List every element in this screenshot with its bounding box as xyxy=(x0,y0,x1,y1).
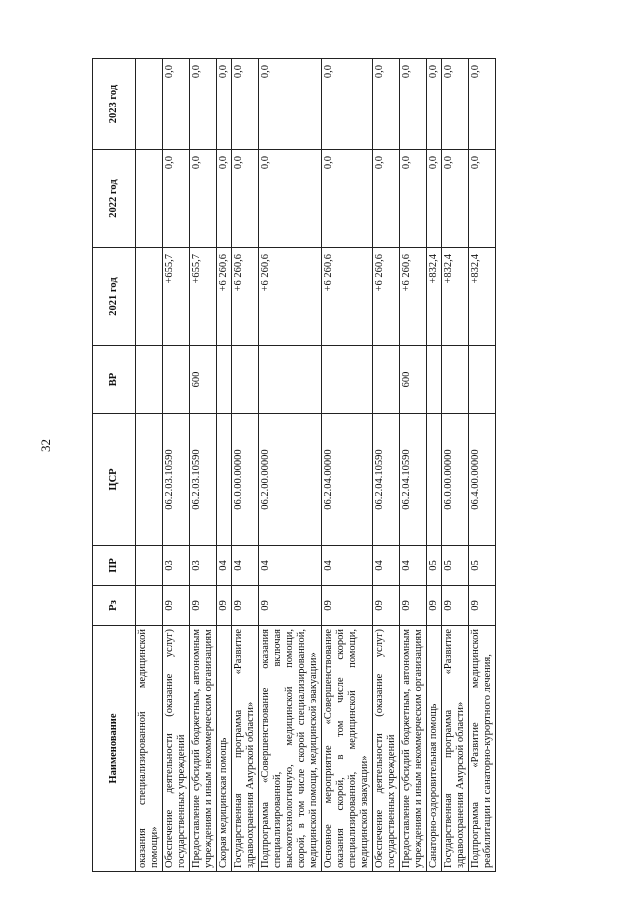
cell-csr xyxy=(217,414,232,546)
cell-2021 xyxy=(136,248,163,346)
table-row xyxy=(190,59,217,872)
page-number: 32 xyxy=(38,439,53,452)
col-header-csr: ЦСР xyxy=(93,414,136,546)
cell-pr: 05 xyxy=(469,546,496,586)
cell-2021: +6 260,6 xyxy=(259,248,322,346)
cell-2023: 0,0 xyxy=(163,59,190,150)
cell-pr: 04 xyxy=(217,546,232,586)
table-row xyxy=(400,59,427,872)
cell-csr: 06.2.03.10590 xyxy=(163,414,190,546)
cell-2022: 0,0 xyxy=(469,150,496,248)
table-row xyxy=(469,59,496,872)
col-header-name: Наименование xyxy=(93,626,136,872)
cell-csr: 06.2.04.00000 xyxy=(322,414,373,546)
cell-2021: +832,4 xyxy=(442,248,469,346)
cell-rz: 09 xyxy=(322,586,373,626)
cell-vr xyxy=(427,346,442,414)
col-header-2022: 2022 год xyxy=(93,150,136,248)
cell-vr xyxy=(232,346,259,414)
cell-name: Государственная программа «Развитие здравоохранения Амурской области» xyxy=(442,626,469,872)
table-row xyxy=(217,59,232,872)
cell-csr xyxy=(427,414,442,546)
rotated-table-container xyxy=(92,59,630,872)
cell-rz: 09 xyxy=(232,586,259,626)
cell-name: Подпрограмма «Развитие медицинской реабилитации и санаторно-курортного лечения, xyxy=(469,626,496,872)
table-row xyxy=(163,59,190,872)
table-row xyxy=(442,59,469,872)
cell-vr xyxy=(136,346,163,414)
cell-pr: 04 xyxy=(400,546,427,586)
cell-2023: 0,0 xyxy=(442,59,469,150)
col-header-pr: ПР xyxy=(93,546,136,586)
cell-2022: 0,0 xyxy=(400,150,427,248)
cell-2022 xyxy=(136,150,163,248)
col-header-2023: 2023 год xyxy=(93,59,136,150)
cell-rz: 09 xyxy=(442,586,469,626)
cell-rz: 09 xyxy=(427,586,442,626)
cell-vr xyxy=(259,346,322,414)
cell-2022: 0,0 xyxy=(427,150,442,248)
cell-rz: 09 xyxy=(373,586,400,626)
cell-rz: 09 xyxy=(469,586,496,626)
table-row xyxy=(373,59,400,872)
cell-2023: 0,0 xyxy=(232,59,259,150)
cell-pr: 03 xyxy=(190,546,217,586)
cell-name: Основное мероприятие «Совершенствование оказания скорой, в том числе скорой специализированной, медицинской помощи, медицинской эвакуации» xyxy=(322,626,373,872)
cell-vr xyxy=(217,346,232,414)
cell-2021: +6 260,6 xyxy=(232,248,259,346)
cell-rz: 09 xyxy=(190,586,217,626)
cell-pr: 04 xyxy=(322,546,373,586)
cell-name: Обеспечение деятельности (оказание услуг) государственных учреждений xyxy=(373,626,400,872)
cell-pr: 03 xyxy=(163,546,190,586)
cell-pr: 05 xyxy=(427,546,442,586)
cell-2023: 0,0 xyxy=(217,59,232,150)
cell-pr: 04 xyxy=(232,546,259,586)
cell-vr: 600 xyxy=(190,346,217,414)
cell-2022: 0,0 xyxy=(259,150,322,248)
cell-pr: 04 xyxy=(373,546,400,586)
cell-csr: 06.4.00.00000 xyxy=(469,414,496,546)
cell-2023: 0,0 xyxy=(427,59,442,150)
cell-rz: 09 xyxy=(163,586,190,626)
col-header-rz: Рз xyxy=(93,586,136,626)
table-header-row xyxy=(93,59,136,872)
table-row xyxy=(427,59,442,872)
cell-vr xyxy=(373,346,400,414)
cell-name: оказания специализированной медицинской помощи» xyxy=(136,626,163,872)
col-header-2021: 2021 год xyxy=(93,248,136,346)
col-header-vr: ВР xyxy=(93,346,136,414)
cell-vr xyxy=(469,346,496,414)
cell-pr: 04 xyxy=(259,546,322,586)
cell-2022: 0,0 xyxy=(373,150,400,248)
cell-2022: 0,0 xyxy=(190,150,217,248)
cell-2023: 0,0 xyxy=(400,59,427,150)
cell-2022: 0,0 xyxy=(232,150,259,248)
cell-name: Обеспечение деятельности (оказание услуг) государственных учреждений xyxy=(163,626,190,872)
cell-vr xyxy=(442,346,469,414)
cell-pr xyxy=(136,546,163,586)
cell-2023: 0,0 xyxy=(322,59,373,150)
cell-csr: 06.2.00.00000 xyxy=(259,414,322,546)
cell-name: Скорая медицинская помощь xyxy=(217,626,232,872)
cell-2023: 0,0 xyxy=(259,59,322,150)
cell-2022: 0,0 xyxy=(442,150,469,248)
cell-csr: 06.0.00.00000 xyxy=(232,414,259,546)
cell-2023: 0,0 xyxy=(469,59,496,150)
cell-name: Предоставление субсидий бюджетным, автономным учреждениям и иным некоммерческим организациям xyxy=(190,626,217,872)
cell-csr: 06.2.03.10590 xyxy=(190,414,217,546)
cell-vr xyxy=(163,346,190,414)
cell-2022: 0,0 xyxy=(322,150,373,248)
cell-2021: +655,7 xyxy=(190,248,217,346)
cell-2021: +832,4 xyxy=(427,248,442,346)
cell-pr: 05 xyxy=(442,546,469,586)
cell-2021: +655,7 xyxy=(163,248,190,346)
cell-rz: 09 xyxy=(259,586,322,626)
cell-2021: +6 260,6 xyxy=(217,248,232,346)
cell-2021: +6 260,6 xyxy=(373,248,400,346)
cell-2023: 0,0 xyxy=(373,59,400,150)
cell-rz xyxy=(136,586,163,626)
table-body xyxy=(136,59,496,872)
cell-rz: 09 xyxy=(217,586,232,626)
cell-name: Санаторно-оздоровительная помощь xyxy=(427,626,442,872)
cell-csr: 06.2.04.10590 xyxy=(373,414,400,546)
table-row xyxy=(322,59,373,872)
cell-csr: 06.2.04.10590 xyxy=(400,414,427,546)
cell-csr xyxy=(136,414,163,546)
cell-name: Подпрограмма «Совершенствование оказания специализированной, включая высокотехнологичную, медицинской помощи, скорой, в том числе скорой специализированной, медицинской помощи, медицинской эвакуации» xyxy=(259,626,322,872)
cell-2022: 0,0 xyxy=(163,150,190,248)
cell-2021: +6 260,6 xyxy=(400,248,427,346)
cell-2023 xyxy=(136,59,163,150)
cell-csr: 06.0.00.00000 xyxy=(442,414,469,546)
budget-table xyxy=(92,58,496,872)
cell-2022: 0,0 xyxy=(217,150,232,248)
cell-vr xyxy=(322,346,373,414)
table-row xyxy=(232,59,259,872)
cell-2021: +832,4 xyxy=(469,248,496,346)
table-row xyxy=(259,59,322,872)
cell-2023: 0,0 xyxy=(190,59,217,150)
cell-name: Предоставление субсидий бюджетным, автономным учреждениям и иным некоммерческим организациям xyxy=(400,626,427,872)
cell-name: Государственная программа «Развитие здравоохранения Амурской области» xyxy=(232,626,259,872)
cell-2021: +6 260,6 xyxy=(322,248,373,346)
cell-vr: 600 xyxy=(400,346,427,414)
cell-rz: 09 xyxy=(400,586,427,626)
table-row xyxy=(136,59,163,872)
